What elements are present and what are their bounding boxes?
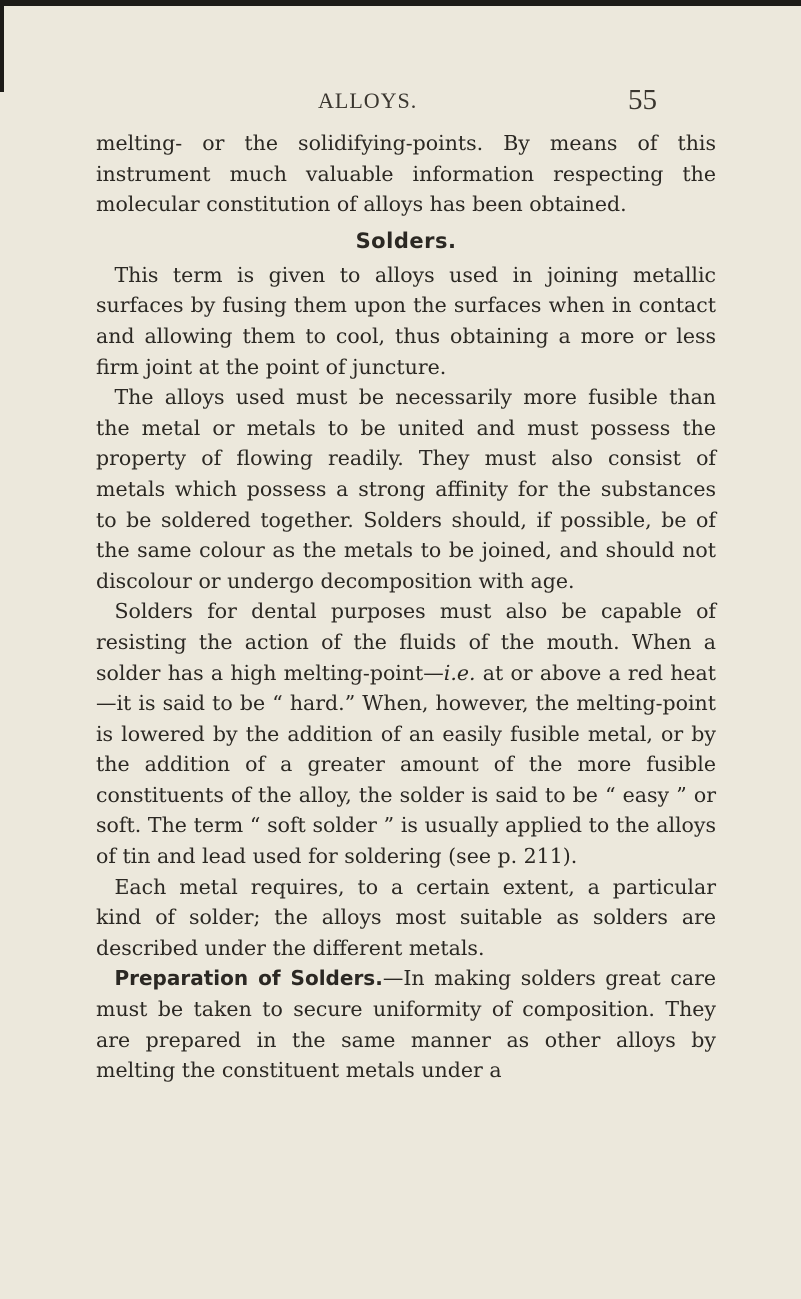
paragraph-dental-solders	[96, 596, 716, 871]
paragraph-solders-properties: The alloys used must be necessarily more fusible than the metal or metals to be united and must possess the property of flowing readily. They must also consist of metals which possess a strong affinity for the substances to be soldered together. Solders should, if possible, be of the same colour as the metals to be joined, and should not discolour or undergo decomposition with age.	[96, 385, 716, 593]
ie-abbreviation: i.e.	[443, 660, 476, 685]
paragraph-solders-definition: This term is given to alloys used in joining metallic surfaces by fusing them upon the surfaces when in contact and allowing them to cool, thus obtaining a more or less firm joint at the point of juncture.	[96, 262, 716, 379]
paragraph-metal-solder: Each metal requires, to a certain extent, a particular kind of solder; the alloys most suitable as solders are described under the different metals.	[96, 874, 716, 960]
paragraph-preparation	[96, 963, 716, 1085]
body-text	[96, 128, 716, 1086]
preparation-body: —In making solders great care must be taken to secure uniformity of composition. They are prepared in the same manner as other alloys by melting the constituent metals under a	[96, 966, 716, 1083]
run-in-heading-preparation: Preparation of Solders.	[114, 966, 383, 991]
dental-solders-text-b: at or above a red heat—it is said to be “ hard.” When, however, the melting-point is lowered by the addition of an easily fusible metal, or by the addition of a greater amount of the more fusible constituents of the alloy, the solder is said to be “ easy ” or soft. The term “ soft solder ” is usually applied to the alloys of tin and lead used for soldering (see p. 211).	[96, 660, 716, 869]
dental-solders-text-a: Solders for dental purposes must also be capable of resisting the action of the fluids of the mouth. When a solder has a high melting-point—	[96, 599, 716, 685]
paragraph-continuation: melting- or the solidifying-points. By means of this instrument much valuable information respecting the molecular constitution of alloys has been obtained.	[96, 131, 716, 217]
section-heading-solders: Solders.	[355, 228, 457, 253]
running-head-title: ALLOYS.	[318, 88, 418, 113]
page-number: 55	[628, 84, 657, 116]
running-head	[0, 84, 801, 124]
